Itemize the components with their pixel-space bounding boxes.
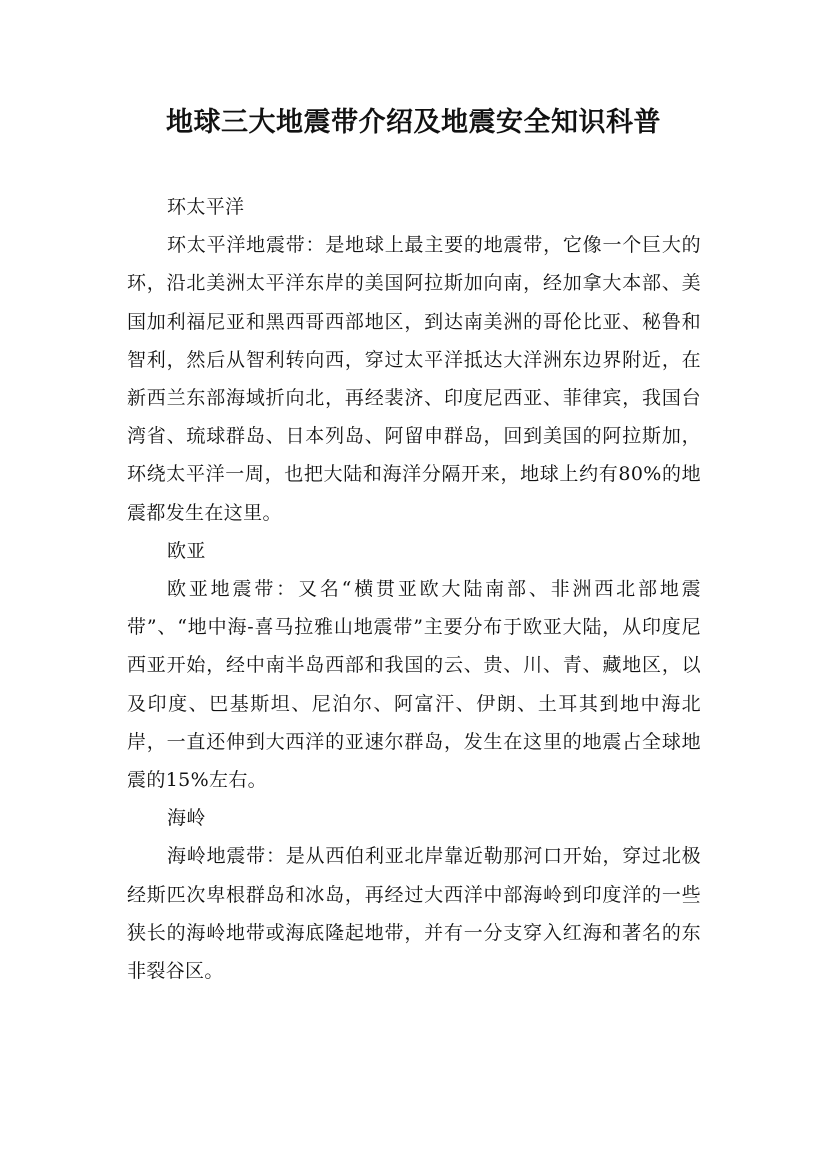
- section-heading-ridge: 海岭: [167, 807, 206, 830]
- paragraph-eurasia-belt: 欧亚地震带：又名“横贯亚欧大陆南部、非洲西北部地震带”、“地中海-喜马拉雅山地震带”主要分布于欧亚大陆，从印度尼西亚开始，经中南半岛西部和我国的云、贵、川、青、藏地区，以及印度、巴基斯坦、尼泊尔、阿富汗、伊朗、土耳其到地中海北岸，一直还伸到大西洋的亚速尔群岛，发生在这里的地震占全球地震的15%左右。: [127, 578, 701, 792]
- section-heading-eurasia: 欧亚: [167, 539, 206, 562]
- paragraph-ridge-belt: 海岭地震带：是从西伯利亚北岸靠近勒那河口开始，穿过北极经斯匹次卑根群岛和冰岛，再经过大西洋中部海岭到印度洋的一些狭长的海岭地带或海底隆起地带，并有一分支穿入红海和著名的东非裂谷区。: [127, 845, 701, 983]
- document-title: 地球三大地震带介绍及地震安全知识科普: [166, 107, 661, 138]
- paragraph-pacific-belt: 环太平洋地震带：是地球上最主要的地震带，它像一个巨大的环，沿北美洲太平洋东岸的美国阿拉斯加向南，经加拿大本部、美国加利福尼亚和黑西哥西部地区，到达南美洲的哥伦比亚、秘鲁和智利，然后从智利转向西，穿过太平洋抵达大洋洲东边界附近，在新西兰东部海域折向北，再经裴济、印度尼西亚、菲律宾，我国台湾省、琉球群岛、日本列岛、阿留申群岛，回到美国的阿拉斯加，环绕太平洋一周，也把大陆和海洋分隔开来，地球上约有80%的地震都发生在这里。: [127, 234, 701, 524]
- section-heading-pacific: 环太平洋: [167, 196, 245, 218]
- document-body: [127, 188, 701, 990]
